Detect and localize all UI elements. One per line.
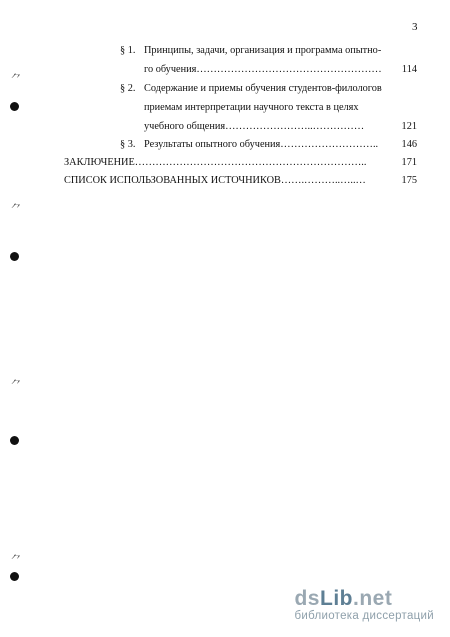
toc-item-text: приемам интерпретации научного текста в целях bbox=[144, 102, 359, 113]
binder-hole bbox=[10, 436, 19, 445]
toc-page-number: 121 bbox=[401, 121, 417, 132]
scan-mark: ⺈ bbox=[11, 74, 21, 85]
toc-item-text: учебного общения……………………..…………… bbox=[144, 121, 365, 132]
toc-section-number: § 3. bbox=[120, 139, 136, 150]
toc-page-number: 114 bbox=[401, 64, 417, 75]
toc-conclusion: ЗАКЛЮЧЕНИЕ………………………………………………………….. bbox=[64, 157, 367, 168]
binder-hole bbox=[10, 252, 19, 261]
dslib-watermark bbox=[294, 588, 434, 623]
toc-section-number: § 1. bbox=[120, 45, 136, 56]
page-number: 3 bbox=[412, 21, 418, 33]
toc-item-text: Содержание и приемы обучения студентов-филологов bbox=[144, 83, 382, 94]
watermark-logo: dsLib.net bbox=[294, 587, 393, 610]
toc-page-number: 175 bbox=[401, 175, 417, 186]
toc-item-text: го обучения……………………………………………… bbox=[144, 64, 382, 75]
toc-page-number: 146 bbox=[401, 139, 417, 150]
scan-mark: ⺈ bbox=[11, 204, 21, 215]
scan-mark: ⺈ bbox=[11, 555, 21, 566]
toc-sources: СПИСОК ИСПОЛЬЗОВАННЫХ ИСТОЧНИКОВ…….………..…..… bbox=[64, 175, 366, 186]
toc-item-text: Принципы, задачи, организация и программа опытно- bbox=[144, 45, 382, 56]
toc-item-text: Результаты опытного обучения……………………….. bbox=[144, 139, 379, 150]
binder-hole bbox=[10, 572, 19, 581]
toc-page-number: 171 bbox=[401, 157, 417, 168]
binder-hole bbox=[10, 102, 19, 111]
watermark-subtitle: библиотека диссертаций bbox=[294, 610, 434, 622]
scan-mark: ⺈ bbox=[11, 380, 21, 391]
toc-section-number: § 2. bbox=[120, 83, 136, 94]
